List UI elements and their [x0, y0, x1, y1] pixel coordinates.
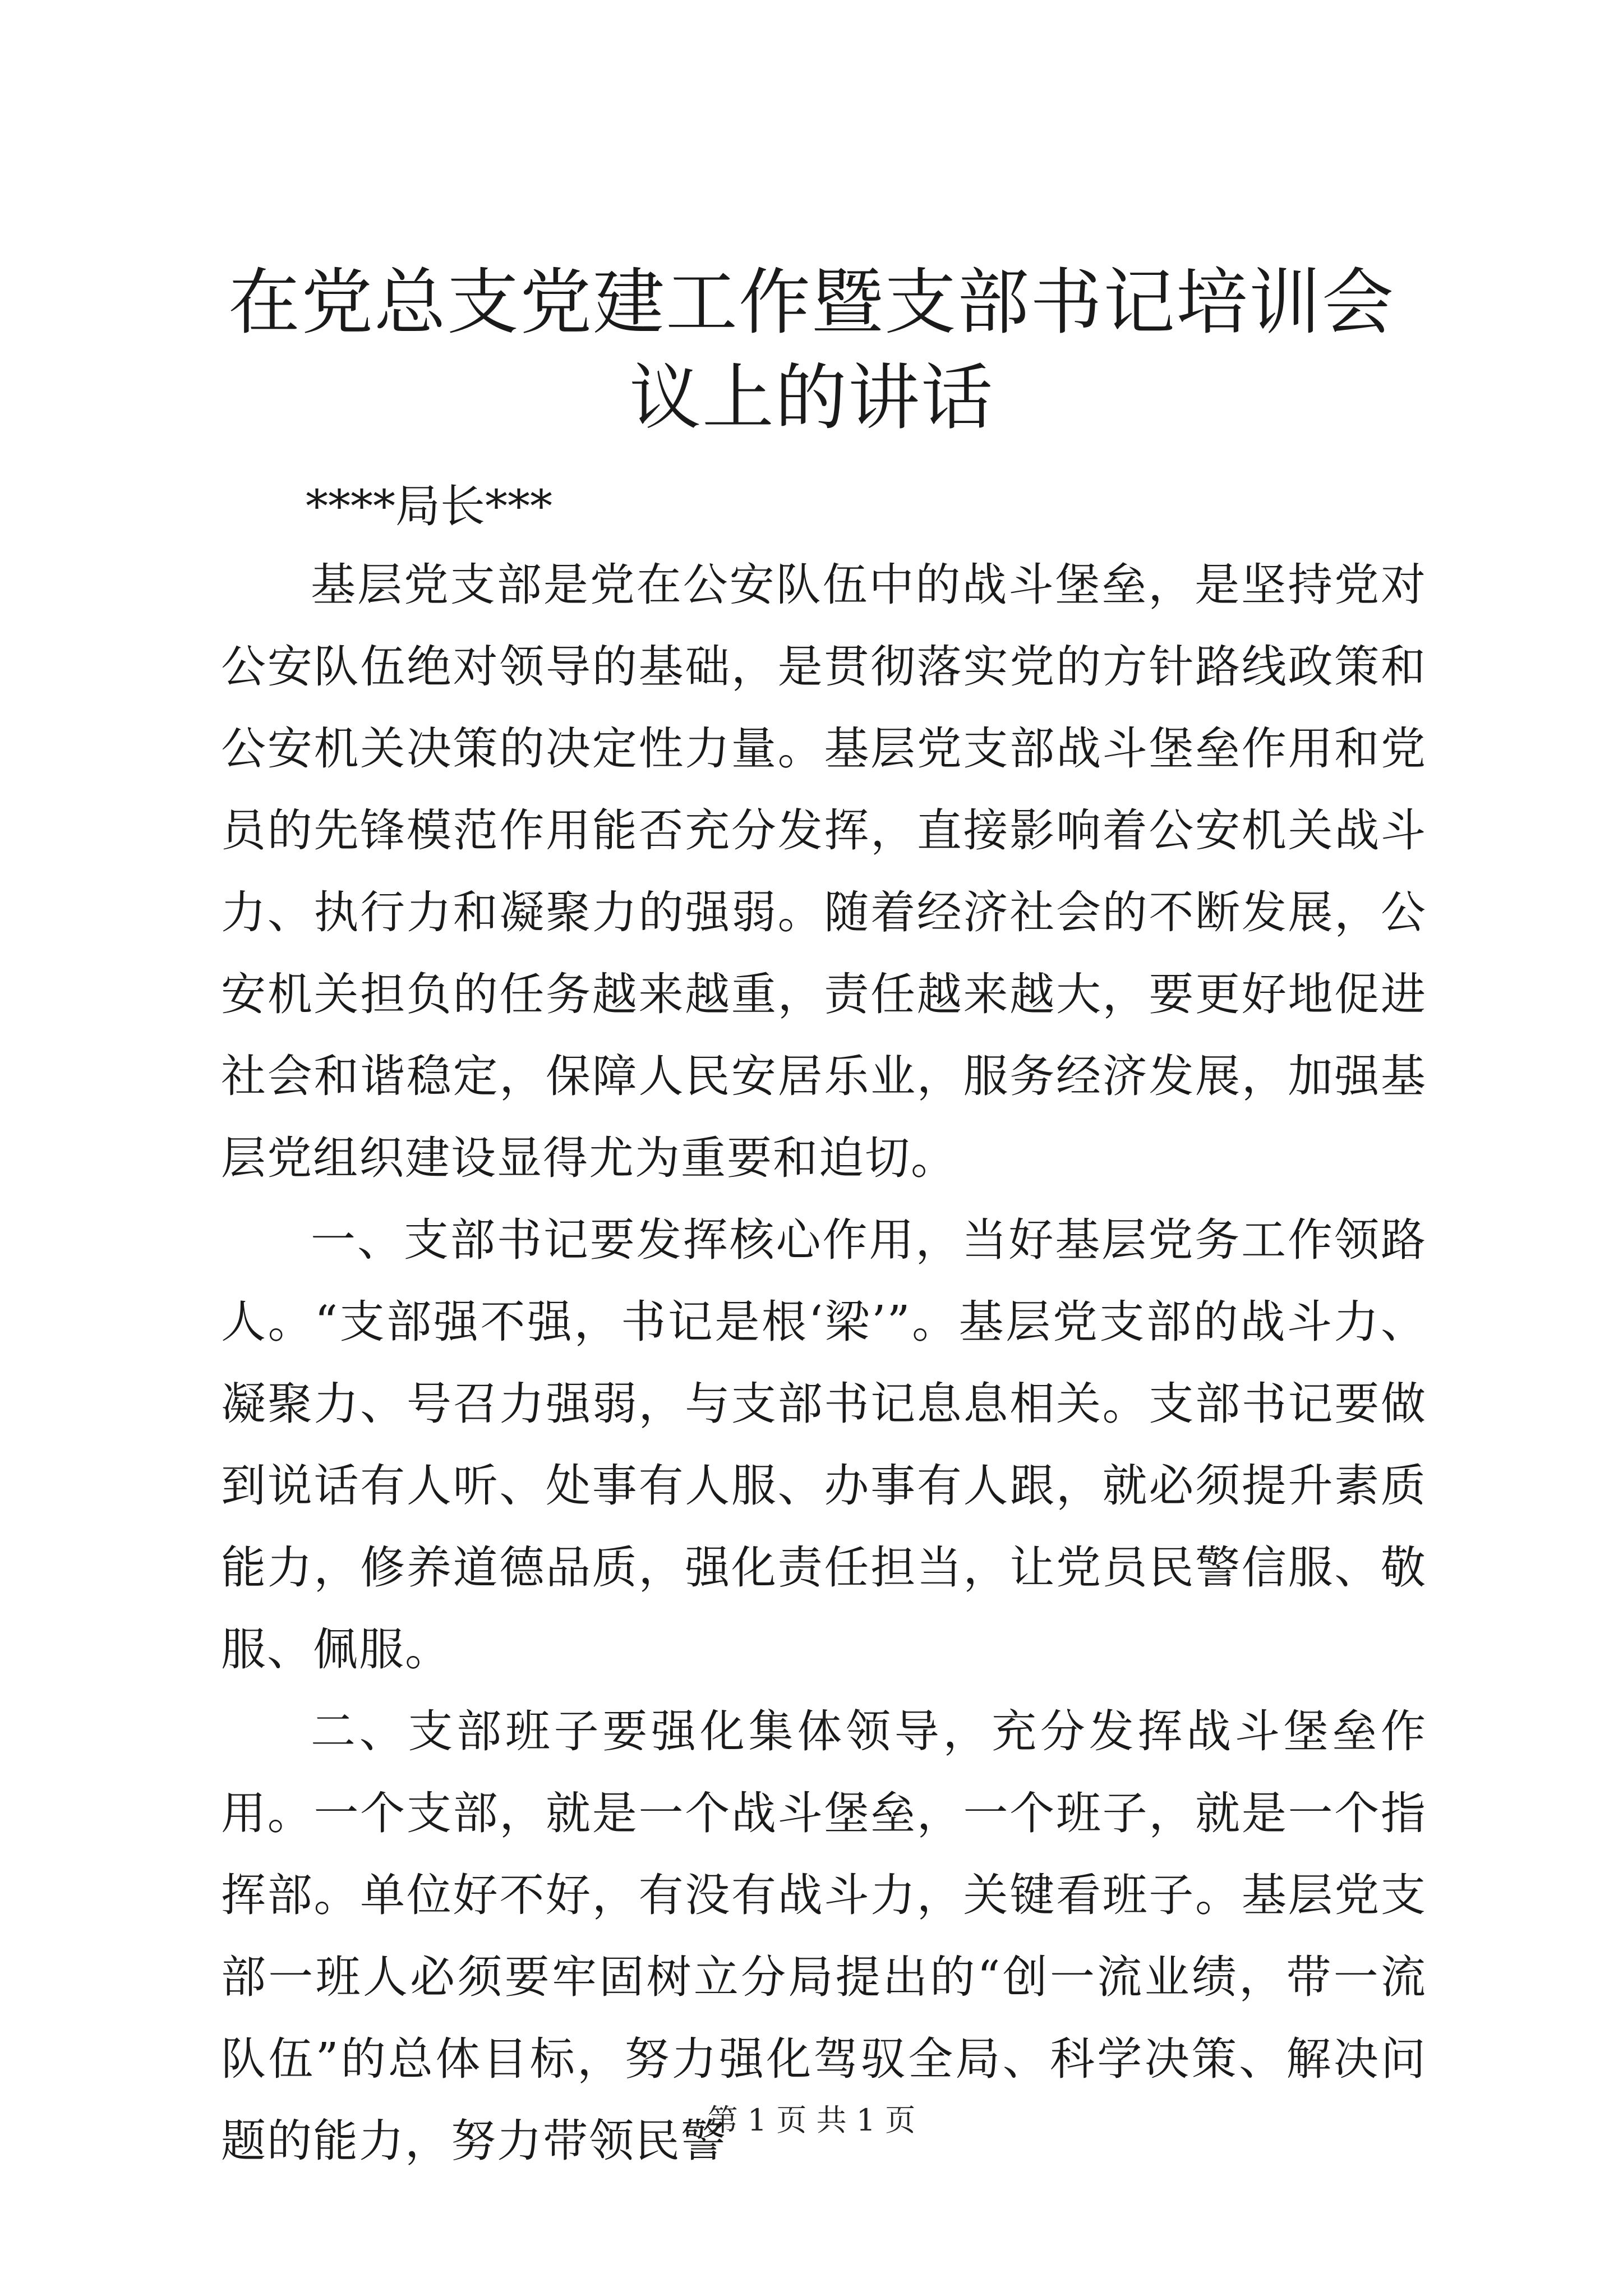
paragraph-section-2: 二、支部班子要强化集体领导，充分发挥战斗堡垒作用。一个支部，就是一个战斗堡垒，一个班子，就是一个指挥部。单位好不好，有没有战斗力，关键看班子。基层党支部一班人必须要牢固树立分局提出的“创一流业绩，带一流队伍”的总体目标，努力强化驾驭全局、科学决策、解决问题的能力，努力带领民警: [221, 1705, 1427, 2167]
document-body: [221, 544, 1427, 2182]
document-title: 在党总支党建工作暨支部书记培训会议上的讲话: [228, 261, 1395, 440]
author-byline: ****局长***: [306, 480, 552, 532]
paragraph-section-1: 一、支部书记要发挥核心作用，当好基层党务工作领路人。“支部强不强，书记是根‘梁’”。基层党支部的战斗力、凝聚力、号召力强弱，与支部书记息息相关。支部书记要做到说话有人听、处事有人服、办事有人跟，就必须提升素质能力，修养道德品质，强化责任担当，让党员民警信服、敬服、佩服。: [221, 1214, 1427, 1676]
paragraph-intro: 基层党支部是党在公安队伍中的战斗堡垒，是坚持党对公安队伍绝对领导的基础，是贯彻落实党的方针路线政策和公安机关决策的决定性力量。基层党支部战斗堡垒作用和党员的先锋模范作用能否充分发挥，直接影响着公安机关战斗力、执行力和凝聚力的强弱。随着经济社会的不断发展，公安机关担负的任务越来越重，责任越来越大，要更好地促进社会和谐稳定，保障人民安居乐业，服务经济发展，加强基层党组织建设显得尤为重要和迫切。: [221, 559, 1427, 1184]
page-footer: 第 1 页 共 1 页: [707, 2102, 916, 2138]
